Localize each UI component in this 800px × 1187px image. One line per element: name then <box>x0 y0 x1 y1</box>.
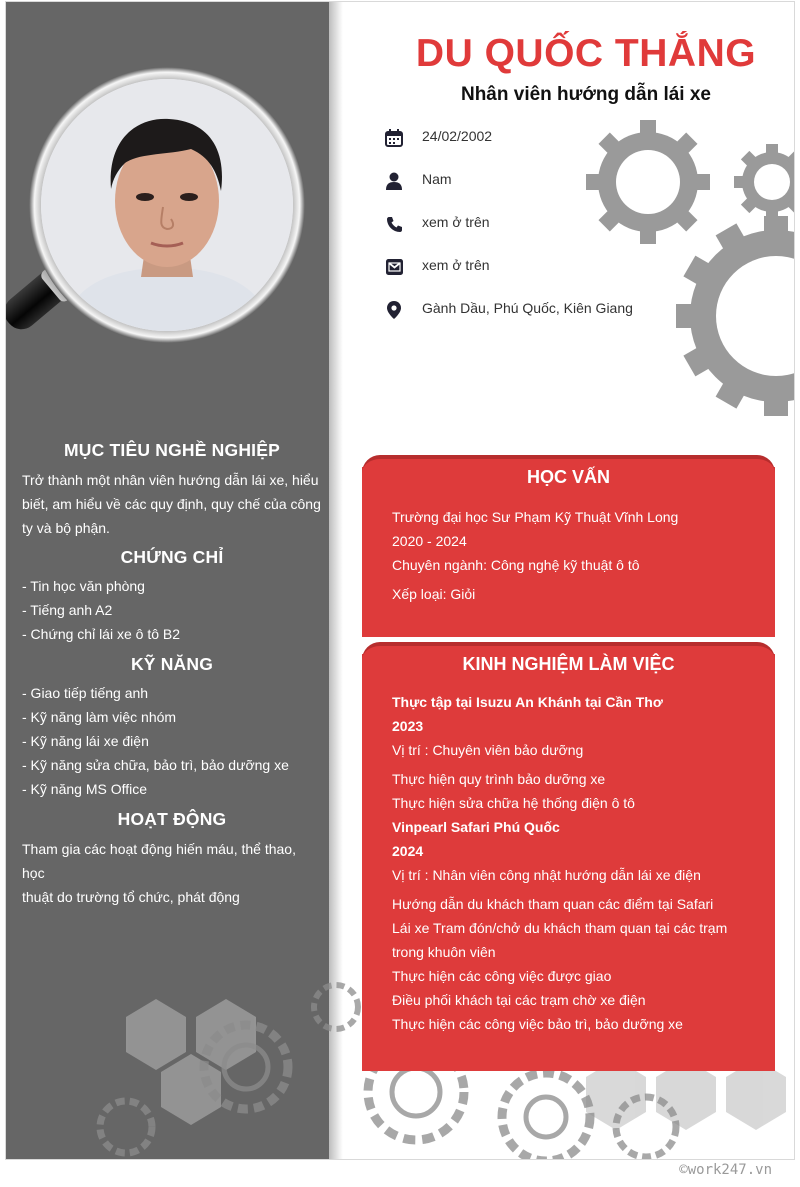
avatar <box>41 79 293 331</box>
objective-text <box>22 468 322 540</box>
job-task: Lái xe Tram đón/chở du khách tham quan tại các trạm <box>392 920 728 936</box>
job-year: 2023 <box>392 718 424 734</box>
job-position: Vị trí : Chuyên viên bảo dưỡng <box>392 742 584 758</box>
activities-line: thuật do trường tổ chức, phát động <box>22 889 240 905</box>
certificates-section <box>22 547 322 646</box>
contact-text: xem ở trên <box>422 257 490 273</box>
skills-title: KỸ NĂNG <box>130 654 214 674</box>
education-title: HỌC VẤN <box>526 467 610 487</box>
contact-text: Nam <box>422 171 452 187</box>
experience-box <box>362 654 775 1071</box>
list-item: - Tiếng anh A2 <box>22 602 113 618</box>
contact-text: 24/02/2002 <box>422 128 493 144</box>
activities-title: HOẠT ĐỘNG <box>117 809 227 829</box>
certificates-title: CHỨNG CHỈ <box>120 547 224 567</box>
objective-line: biết, am hiểu về các quy định, quy chế của công <box>22 496 321 512</box>
job-task: Hướng dẫn du khách tham quan các điểm tại Safari <box>392 896 714 912</box>
list-item: - Kỹ năng lái xe điện <box>22 733 149 749</box>
contact-text: Gành Dầu, Phú Quốc, Kiên Giang <box>422 300 633 316</box>
list-item: - Kỹ năng làm việc nhóm <box>22 709 177 725</box>
profile-photo-magnifier <box>6 64 326 364</box>
watermark: ©work247.vn <box>679 1162 772 1178</box>
contact-gender <box>384 169 452 193</box>
objective-title: MỤC TIÊU NGHỀ NGHIỆP <box>64 440 280 460</box>
experience-title: KINH NGHIỆM LÀM VIỆC <box>462 654 675 674</box>
list-item: - Giao tiếp tiếng anh <box>22 685 149 701</box>
activities-section <box>22 809 322 909</box>
calendar-icon <box>384 128 404 148</box>
cv-page <box>5 1 795 1160</box>
envelope-icon <box>384 257 404 277</box>
job-task: Thực hiện các công việc bảo trì, bảo dưỡng xe <box>392 1016 683 1032</box>
job-title: Nhân viên hướng dẫn lái xe <box>460 84 712 105</box>
activities-line: Tham gia các hoạt động hiến máu, thể thao, học <box>22 841 296 881</box>
objective-section <box>22 440 322 540</box>
certificates-list <box>22 574 322 646</box>
education-box <box>362 467 775 637</box>
candidate-name: DU QUỐC THẮNG <box>415 32 757 75</box>
list-item: - Tin học văn phòng <box>22 578 145 594</box>
list-item: - Kỹ năng MS Office <box>22 781 148 797</box>
list-item: - Kỹ năng sửa chữa, bảo trì, bảo dưỡng xe <box>22 757 289 773</box>
objective-line: Trở thành một nhân viên hướng dẫn lái xe, hiểu <box>22 472 319 488</box>
job-task: trong khuôn viên <box>392 944 496 960</box>
job-company: Vinpearl Safari Phú Quốc <box>392 819 560 835</box>
contact-address <box>384 298 633 322</box>
education-major: Chuyên ngành: Công nghệ kỹ thuật ô tô <box>392 557 640 573</box>
location-pin-icon <box>384 300 404 320</box>
education-grade: Xếp loại: Giỏi <box>392 586 476 602</box>
contact-birthdate <box>384 126 493 150</box>
contact-text: xem ở trên <box>422 214 490 230</box>
contact-email <box>384 255 490 279</box>
gears-decoration-top <box>586 120 795 420</box>
list-item: - Chứng chỉ lái xe ô tô B2 <box>22 626 181 642</box>
skills-section <box>22 654 322 801</box>
job-task: Điều phối khách tại các trạm chờ xe điện <box>392 992 646 1008</box>
activities-text <box>22 837 322 909</box>
education-school: Trường đại học Sư Phạm Kỹ Thuật Vĩnh Long <box>392 509 679 525</box>
skills-list <box>22 681 322 801</box>
job-task: Thực hiện quy trình bảo dưỡng xe <box>392 771 606 787</box>
job-task: Thực hiện sửa chữa hệ thống điện ô tô <box>392 795 635 811</box>
objective-line: ty và bộ phận. <box>22 520 110 536</box>
job-task: Thực hiện các công việc được giao <box>392 968 612 984</box>
education-years: 2020 - 2024 <box>392 533 467 549</box>
job-position: Vị trí : Nhân viên công nhật hướng dẫn lái xe điện <box>392 867 701 883</box>
contact-phone <box>384 212 490 236</box>
person-icon <box>384 171 404 191</box>
phone-icon <box>384 214 404 234</box>
job-year: 2024 <box>392 843 424 859</box>
job-company: Thực tập tại Isuzu An Khánh tại Cần Thơ <box>392 694 663 710</box>
